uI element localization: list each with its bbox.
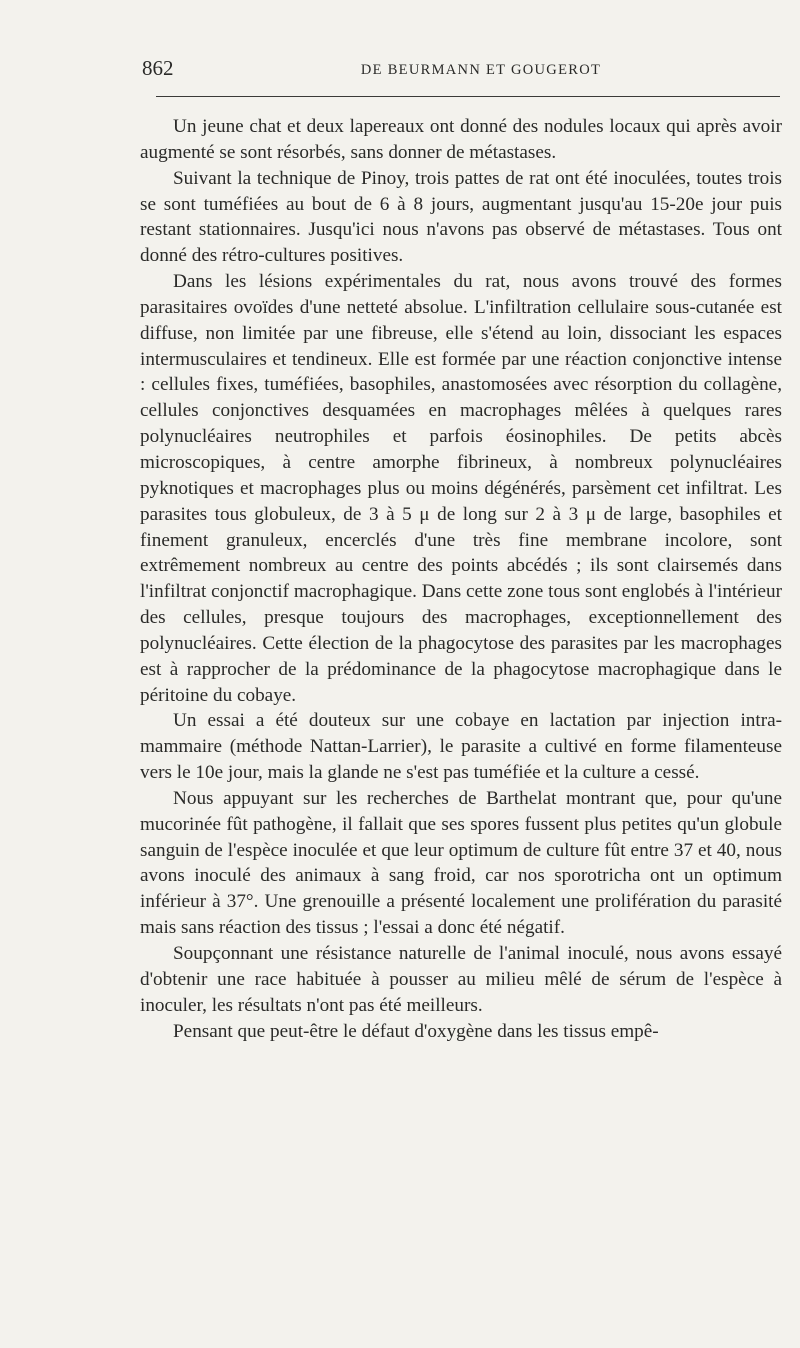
paragraph: Nous appuyant sur les recherches de Barthelat montrant que, pour qu'une mucorinée fût pathogène, il fallait que ses spores fussent plus petites qu'un globule sanguin de l'espèce inoculée et que leur optimum de culture fût entre 37 et 40, nous avons inoculé des animaux à sang froid, car nos sporotricha ont un optimum inférieur à 37°. Une grenouille a présenté localement une prolifération du parasité mais sans réaction des tissus ; l'essai a donc été négatif.	[140, 787, 782, 939]
paragraph: Un essai a été douteux sur une cobaye en lactation par injection intra-mammaire (méthode Nattan-Larrier), le parasite a cultivé en forme filamenteuse vers le 10e jour, mais la glande ne s'est pas tuméfiée et la culture a cessé.	[140, 710, 782, 784]
paragraph: Suivant la technique de Pinoy, trois pattes de rat ont été inoculées, toutes trois se sont tuméfiées au bout de 6 à 8 jours, augmentant jusqu'au 15-20e jour puis restant stationnaires. Jusqu'ici nous n'avons pas observé de métastases. Tous ont donné des rétro-cultures positives.	[140, 167, 782, 267]
page-number: 862	[142, 56, 174, 80]
page-header	[142, 56, 780, 90]
body-text	[140, 114, 782, 1044]
paragraph: Un jeune chat et deux lapereaux ont donné des nodules locaux qui après avoir augmenté se sont résorbés, sans donner de métastases.	[140, 116, 782, 163]
paragraph: Soupçonnant une résistance naturelle de l'animal inoculé, nous avons essayé d'obtenir une race habituée à pousser au milieu mêlé de sérum de l'espèce à inoculer, les résultats n'ont pas été meilleurs.	[140, 943, 782, 1016]
paragraph: Pensant que peut-être le défaut d'oxygène dans les tissus empê-	[173, 1020, 659, 1042]
header-rule	[156, 96, 780, 97]
paragraph: Dans les lésions expérimentales du rat, nous avons trouvé des formes parasitaires ovoïdes d'une netteté absolue. L'infiltration cellulaire sous-cutanée est diffuse, non limitée par une fibreuse, elle s'étend au loin, dissociant les espaces intermusculaires et tendineux. Elle est formée par une réaction conjonctive intense : cellules fixes, tuméfiées, basophiles, anastomosées avec résorption du collagène, cellules conjonctives desquamées en macrophages mêlées à quelques rares polynucléaires neutrophiles et parfois éosinophiles. De petits abcès microscopiques, à centre amorphe fibrineux, à nombreux polynucléaires pyknotiques et macrophages plus ou moins dégénérés, parsèment cet infiltrat. Les parasites tous globuleux, de 3 à 5 μ de long sur 2 à 3 μ de large, basophiles et finement granuleux, encerclés d'une très fine membrane incolore, sont extrêmement nombreux au centre des points abcédés ; ils sont clairsemés dans l'infiltrat conjonctif macrophagique. Dans cette zone tous sont englobés à l'intérieur des cellules, presque toujours des macrophages, exceptionnellement des polynucléaires. Cette élection de la phagocytose des parasites par les macrophages est à rapprocher de la prédominance de la phagocytose macrophagique dans le péritoine du cobaye.	[140, 271, 782, 706]
running-head: DE BEURMANN ET GOUGEROT	[360, 62, 602, 78]
